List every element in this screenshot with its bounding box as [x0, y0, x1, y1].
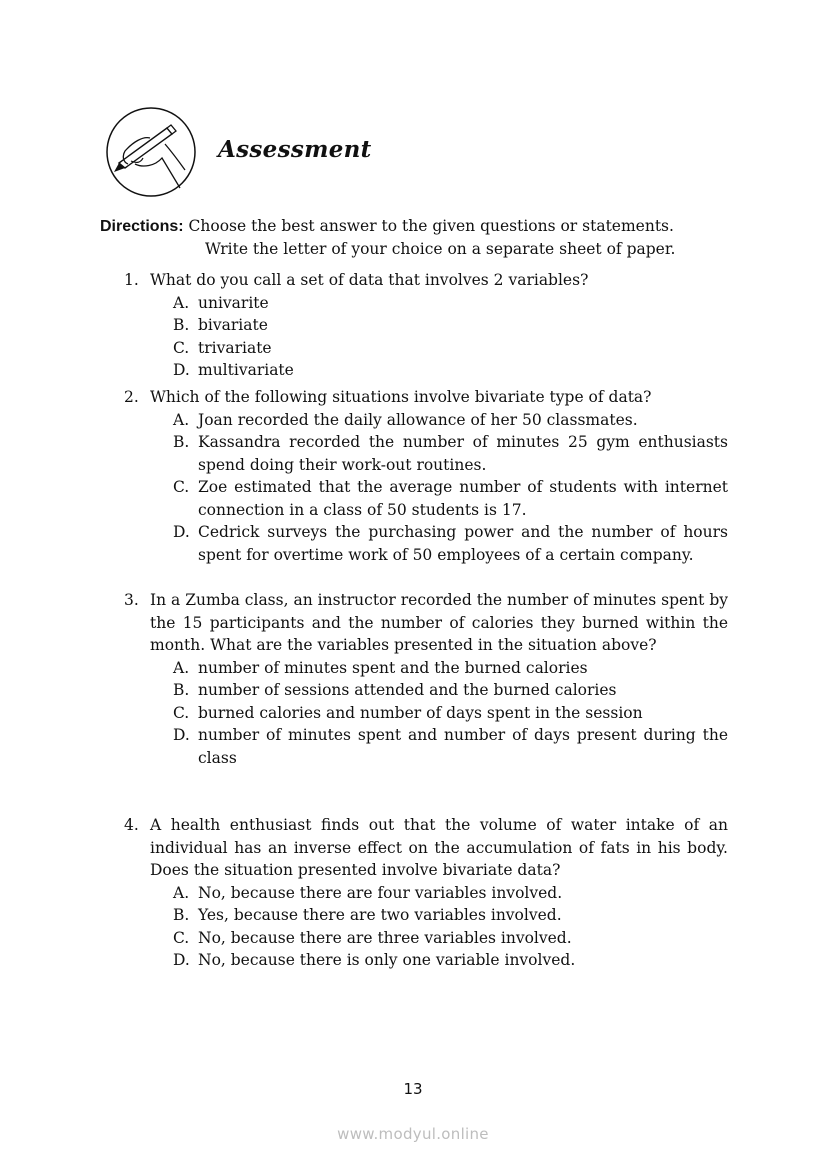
option-text: bivariate: [198, 316, 268, 334]
option-text: trivariate: [198, 338, 272, 357]
option-b: [173, 431, 728, 476]
option-letter: C.: [173, 478, 190, 496]
option-text: burned calories and number of days spent in the session: [198, 703, 643, 722]
option-c: [173, 337, 728, 360]
page-title: Assessment: [218, 136, 372, 163]
question-number: 2.: [124, 388, 139, 406]
option-d: [173, 359, 728, 382]
option-letter: A.: [173, 883, 190, 902]
option-text: Yes, because there are two variables involved.: [198, 906, 562, 924]
option-d: [173, 521, 728, 566]
page-number: 13: [403, 1080, 423, 1098]
option-text: Cedrick surveys the purchasing power and the number of hours spent for overtime work of 50 employees of a certain company.: [198, 523, 728, 564]
option-text: Kassandra recorded the number of minutes 25 gym enthusiasts spend doing their work-out routines.: [198, 433, 728, 474]
option-a: [173, 882, 728, 905]
option-text: multivariate: [198, 361, 294, 379]
question-4: [124, 814, 728, 972]
option-text: Joan recorded the daily allowance of her 50 classmates.: [198, 410, 638, 429]
watermark: www.modyul.online: [337, 1125, 489, 1143]
directions-label: Directions:: [100, 218, 184, 235]
question-text: In a Zumba class, an instructor recorded the number of minutes spent by the 15 participants and the number of calories they burned within the month. What are the variables presented in the situation above?: [150, 591, 728, 654]
option-letter: D.: [173, 726, 190, 744]
option-letter: D.: [173, 951, 190, 969]
option-b: [173, 314, 728, 337]
question-number: 3.: [124, 591, 139, 609]
question-number: 4.: [124, 816, 139, 834]
question-2: [124, 386, 728, 566]
option-letter: C.: [173, 338, 190, 357]
option-a: [173, 292, 728, 315]
option-letter: A.: [173, 658, 190, 677]
option-text: univarite: [198, 293, 269, 312]
option-c: [173, 702, 728, 725]
question-number: 1.: [124, 271, 139, 289]
option-a: [173, 657, 728, 680]
option-text: number of minutes spent and number of days present during the class: [198, 726, 728, 767]
option-d: [173, 724, 728, 769]
option-a: [173, 409, 728, 432]
option-letter: B.: [173, 433, 190, 451]
option-letter: B.: [173, 681, 190, 699]
option-letter: C.: [173, 703, 190, 722]
option-text: number of sessions attended and the burned calories: [198, 681, 617, 699]
question-text: What do you call a set of data that involves 2 variables?: [150, 271, 589, 289]
option-b: [173, 904, 728, 927]
option-text: Zoe estimated that the average number of students with internet connection in a class of 50 students is 17.: [198, 478, 728, 519]
directions-line-2: Write the letter of your choice on a separate sheet of paper.: [205, 240, 676, 258]
option-letter: A.: [173, 293, 190, 312]
option-text: No, because there are four variables involved.: [198, 883, 563, 902]
option-letter: D.: [173, 361, 190, 379]
option-letter: D.: [173, 523, 190, 541]
option-letter: B.: [173, 906, 190, 924]
option-letter: C.: [173, 928, 190, 947]
option-c: [173, 927, 728, 950]
question-1: [124, 269, 728, 382]
option-text: number of minutes spent and the burned calories: [198, 658, 588, 677]
directions-line-1: Choose the best answer to the given questions or statements.: [188, 217, 674, 235]
option-c: [173, 476, 728, 521]
option-letter: A.: [173, 410, 190, 429]
directions: [100, 215, 728, 261]
option-letter: B.: [173, 316, 190, 334]
pencil-hand-icon: [105, 106, 197, 198]
question-text: Which of the following situations involve bivariate type of data?: [150, 388, 652, 406]
option-d: [173, 949, 728, 972]
option-b: [173, 679, 728, 702]
option-text: No, because there are three variables involved.: [198, 928, 572, 947]
question-3: [124, 589, 728, 769]
option-text: No, because there is only one variable involved.: [198, 951, 576, 969]
question-text: A health enthusiast finds out that the volume of water intake of an individual has an inverse effect on the accumulation of fats in his body. Does the situation presented involve bivariate data?: [150, 816, 728, 879]
